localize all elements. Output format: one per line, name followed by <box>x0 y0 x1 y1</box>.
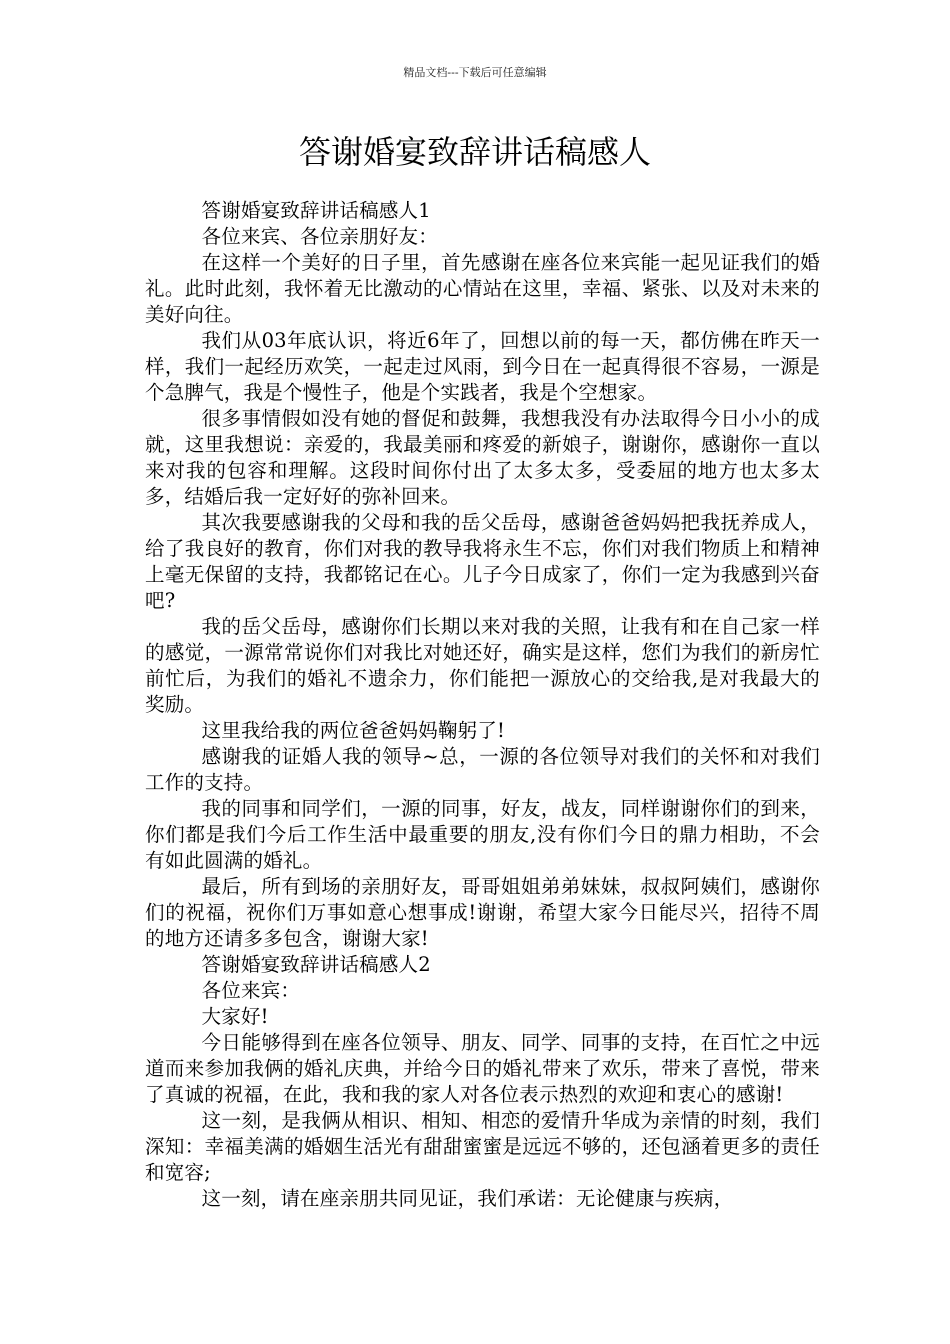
paragraph: 答谢婚宴致辞讲话稿感人2 <box>201 953 431 976</box>
paragraph: 我们从03年底认识，将近6年了，回想以前的每一天，都仿佛在昨天一样，我们一起经历欢笑，一起走过风雨，到今日在一起真得很不容易，一源是个急脾气，我是个慢性子，他是个实践者，我是个空想家。 <box>145 329 820 404</box>
paragraph: 这里我给我的两位爸爸妈妈鞠躬了! <box>201 719 506 742</box>
header-note: 精品文档---下载后可任意编辑 <box>403 66 547 79</box>
paragraph: 各位来宾： <box>201 979 301 1002</box>
paragraph: 我的岳父岳母，感谢你们长期以来对我的关照，让我有和在自己家一样的感觉，一源常常说你们对我比对她还好，确实是这样，您们为我们的新房忙前忙后，为我们的婚礼不遗余力，你们能把一源放心的交给我,是对我最大的奖励。 <box>145 615 820 716</box>
paragraph: 答谢婚宴致辞讲话稿感人1 <box>201 199 431 222</box>
paragraph: 感谢我的证婚人我的领导~总，一源的各位领导对我们的关怀和对我们工作的支持。 <box>145 745 820 794</box>
paragraph: 大家好! <box>201 1005 269 1028</box>
document-body <box>145 198 820 1212</box>
paragraph: 最后，所有到场的亲朋好友，哥哥姐姐弟弟妹妹，叔叔阿姨们，感谢你们的祝福，祝你们万事如意心想事成!谢谢，希望大家今日能尽兴，招待不周的地方还请多多包含，谢谢大家! <box>145 875 820 950</box>
paragraph: 今日能够得到在座各位领导、朋友、同学、同事的支持，在百忙之中远道而来参加我俩的婚礼庆典，并给今日的婚礼带来了欢乐，带来了喜悦，带来了真诚的祝福，在此，我和我的家人对各位表示热烈的欢迎和衷心的感谢! <box>145 1031 820 1106</box>
paragraph: 很多事情假如没有她的督促和鼓舞，我想我没有办法取得今日小小的成就，这里我想说：亲爱的，我最美丽和疼爱的新娘子，谢谢你，感谢你一直以来对我的包容和理解。这段时间你付出了太多太多，受委屈的地方也太多太多，结婚后我一定好好的弥补回来。 <box>145 407 820 508</box>
paragraph: 我的同事和同学们，一源的同事，好友，战友，同样谢谢你们的到来，你们都是我们今后工作生活中最重要的朋友,没有你们今日的鼎力相助，不会有如此圆满的婚礼。 <box>145 797 820 872</box>
paragraph: 在这样一个美好的日子里，首先感谢在座各位来宾能一起见证我们的婚礼。此时此刻，我怀着无比激动的心情站在这里，幸福、紧张、以及对未来的美好向往。 <box>145 251 820 326</box>
document-title: 答谢婚宴致辞讲话稿感人 <box>298 133 651 171</box>
paragraph: 这一刻，是我俩从相识、相知、相恋的爱情升华成为亲情的时刻，我们深知：幸福美满的婚姻生活光有甜甜蜜蜜是远远不够的，还包涵着更多的责任和宽容; <box>145 1109 820 1184</box>
paragraph: 其次我要感谢我的父母和我的岳父岳母，感谢爸爸妈妈把我抚养成人，给了我良好的教育，你们对我的教导我将永生不忘，你们对我们物质上和精神上毫无保留的支持，我都铭记在心。儿子今日成家了，你们一定为我感到兴奋吧? <box>145 511 820 612</box>
paragraph: 这一刻，请在座亲朋共同见证，我们承诺：无论健康与疾病， <box>201 1187 734 1210</box>
paragraph: 各位来宾、各位亲朋好友： <box>201 225 438 248</box>
